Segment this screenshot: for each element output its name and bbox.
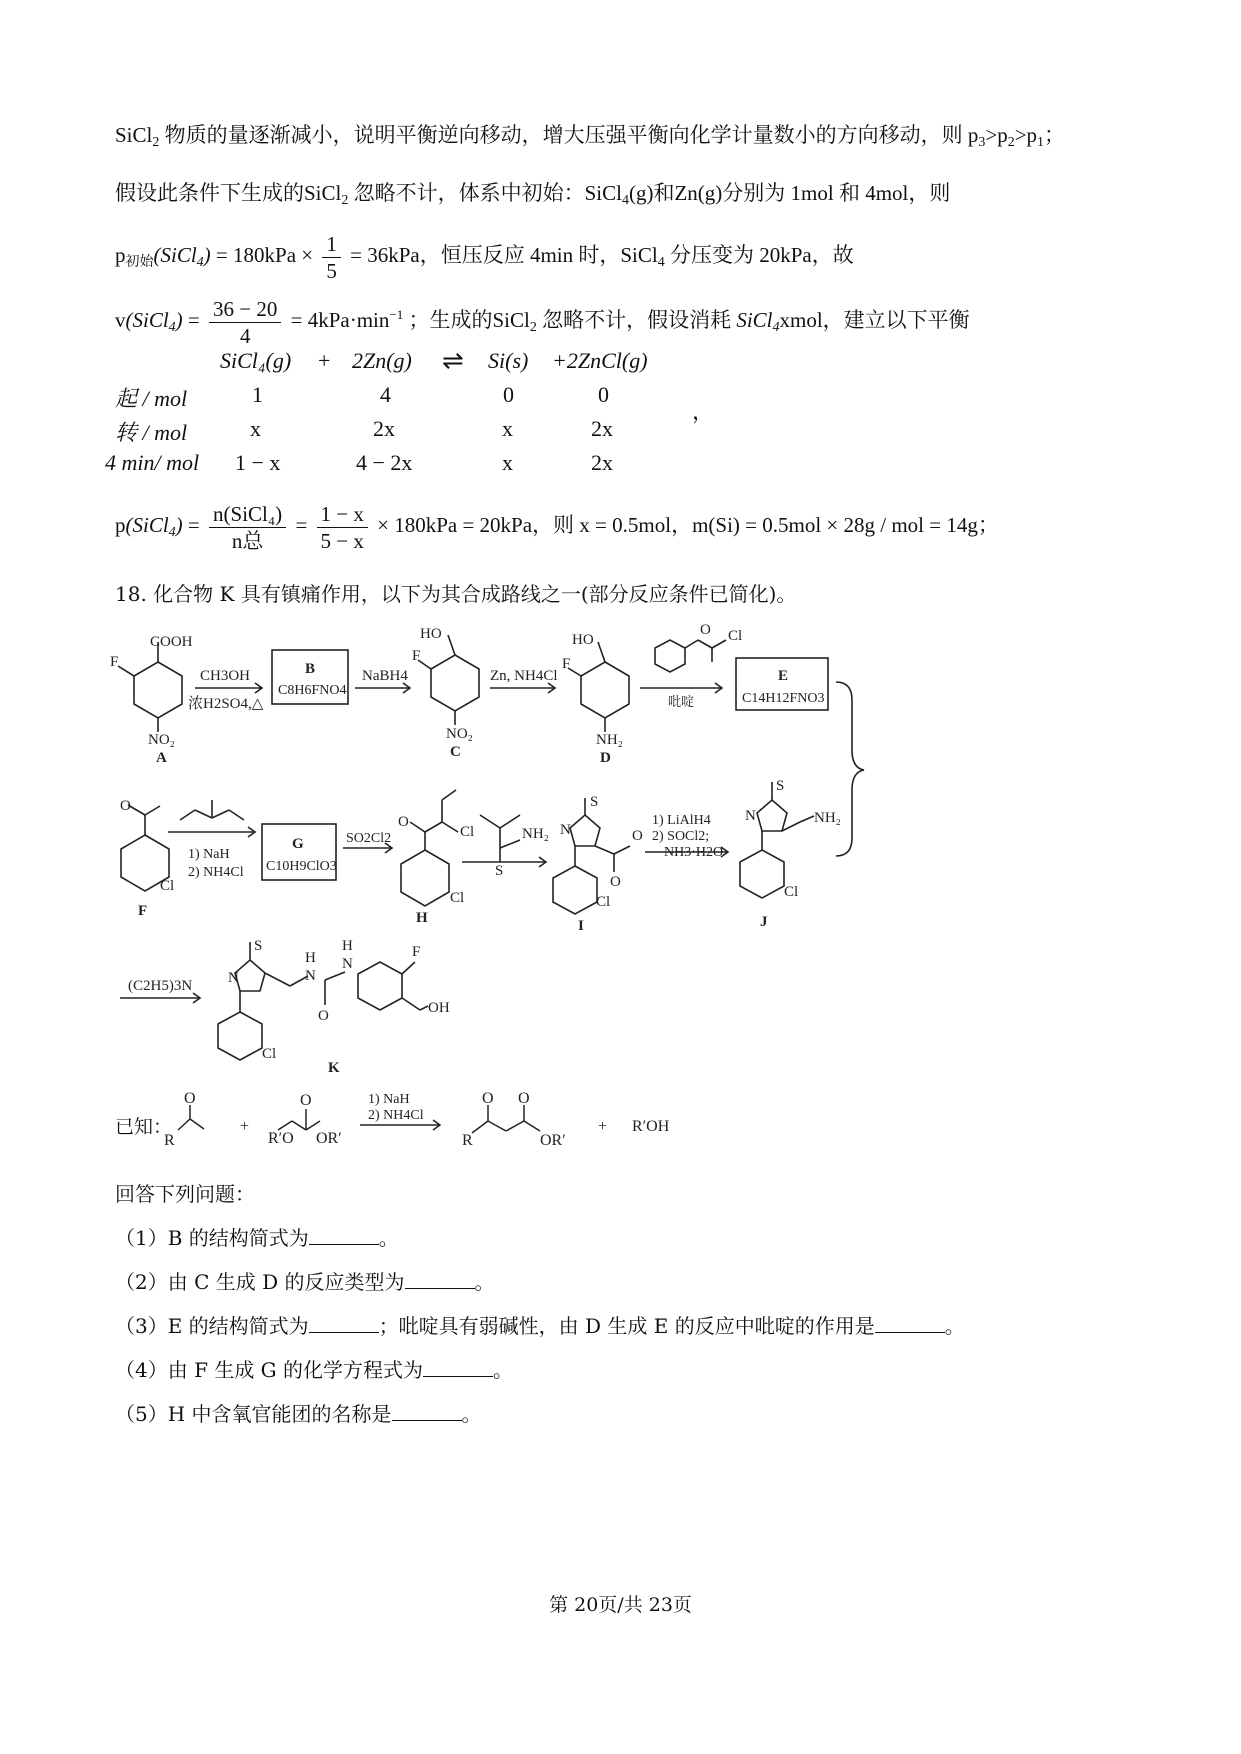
eq-row-label-4min: 4 min/ mol — [105, 450, 200, 475]
solution-line-5: p(SiCl$_4$) = $\frac{\text{n(SiCl₄)}}{\text{n总}}$ = $\frac{1 - x}{5 - x}$ × 180kPa = 20kPa，则 x = 0.5mol，m(Si) = 0.5mol × 28g / mol = 14g； — [115, 501, 999, 553]
eq-cell: 0 — [598, 382, 609, 407]
eq-cell: x — [502, 416, 513, 441]
synthesis-scheme — [0, 610, 1241, 1090]
formula-G: C10H9ClO3 — [266, 859, 337, 874]
formula-B: C8H6FNO4 — [278, 683, 347, 698]
svg-text:OR′: OR′ — [316, 1130, 342, 1147]
svg-text:NO₂: NO₂ — [148, 732, 175, 748]
reagent-ij-3: NH3·H2O — [664, 845, 724, 860]
solution-line-2: 假设此条件下生成的SiCl$_2$ 忽略不计，体系中初始：SiCl$_4$(g)和Zn(g)分别为 1mol 和 4mol，则 — [115, 181, 951, 208]
eq-header-zncl: +2ZnCl(g) — [552, 348, 648, 373]
label-D: D — [600, 750, 611, 766]
svg-text:O: O — [398, 814, 409, 830]
answer-blank[interactable] — [423, 1358, 493, 1377]
label-A: A — [156, 750, 167, 766]
eq-cell: x — [250, 416, 261, 441]
questions-prompt: 回答下列问题： — [115, 1182, 255, 1206]
label-C: C — [450, 744, 461, 760]
svg-text:N: N — [305, 968, 316, 984]
svg-text:O: O — [518, 1090, 530, 1107]
eq-cell: 1 − x — [235, 450, 281, 475]
svg-text:R: R — [164, 1132, 175, 1149]
reagent-ab-2: 浓H2SO4,△ — [188, 696, 264, 712]
answer-blank[interactable] — [309, 1226, 379, 1245]
svg-text:+: + — [598, 1118, 608, 1135]
eq-header-equilibrium-arrow: ⇌ — [442, 346, 464, 375]
svg-text:HO: HO — [420, 626, 442, 642]
known-reaction — [150, 1085, 710, 1155]
solution-line-3: $p_{初始}(SiCl_4) = 180kPa$ × $\frac{1}{5}$ = 36kPa，恒压反应 4min 时，SiCl$_4$ 分压变为 20kPa，故 — [115, 231, 854, 283]
known-reagent-1: 1) NaH — [368, 1092, 410, 1107]
answer-blank[interactable] — [405, 1270, 475, 1289]
svg-text:O: O — [184, 1090, 196, 1107]
svg-text:H: H — [342, 938, 353, 954]
known-reagent-2: 2) NH4Cl — [368, 1108, 424, 1123]
eq-cell: 2x — [591, 450, 613, 475]
eq-cell: 0 — [503, 382, 514, 407]
svg-text:O: O — [120, 798, 131, 814]
svg-text:F: F — [562, 656, 571, 672]
reagent-ij-2: 2) SOCl2; — [652, 829, 710, 844]
svg-text:+: + — [240, 1118, 250, 1135]
svg-text:Cl: Cl — [450, 890, 465, 906]
eq-header-zn: 2Zn(g) — [352, 348, 412, 373]
page-footer: 第 20页/共 23页 — [549, 1594, 692, 1616]
label-B: B — [305, 661, 316, 677]
solution-line-1: SiCl$_2$ 物质的量逐渐减小，说明平衡逆向移动，增大压强平衡向化学计量数小的方向移动，则 $p_3>p_2>p_1$； — [115, 123, 1066, 150]
svg-text:Cl: Cl — [596, 894, 611, 910]
eq-row-label-change: 转 / mol — [115, 420, 188, 445]
reagent-fg-2: 2) NH4Cl — [188, 865, 244, 880]
reagent-ab-1: CH3OH — [200, 668, 251, 684]
svg-text:Cl: Cl — [460, 824, 475, 840]
reagent-jk: (C2H5)3N — [128, 978, 193, 994]
svg-text:O: O — [610, 874, 621, 890]
answer-blank[interactable] — [875, 1314, 945, 1333]
question-2: （2）由 C 生成 D 的反应类型为 。 — [115, 1270, 495, 1294]
svg-text:N: N — [560, 822, 571, 838]
known-product-2: R′OH — [632, 1118, 670, 1135]
svg-text:S: S — [776, 778, 785, 794]
reagent-bc: NaBH4 — [362, 668, 408, 684]
answer-blank[interactable] — [309, 1314, 379, 1333]
eq-cell: 4 − 2x — [356, 450, 413, 475]
answer-blank[interactable] — [392, 1402, 462, 1421]
svg-text:Cl: Cl — [784, 884, 799, 900]
reagent-ij-1: 1) LiAlH4 — [652, 813, 711, 828]
solution-line-4: v(SiCl$_4$) = $\frac{36 - 20}{4}$ = $4kPa\cdot\min^{-1}$ ；生成的SiCl$_2$ 忽略不计，假设消耗 SiCl$_4$xmol，建立以下平衡 — [115, 296, 970, 348]
svg-text:NH₂: NH₂ — [596, 732, 623, 748]
svg-text:OH: OH — [428, 1000, 450, 1016]
label-I: I — [578, 918, 584, 934]
eq-cell: 2x — [373, 416, 395, 441]
svg-text:Cl: Cl — [160, 878, 175, 894]
label-E: E — [778, 668, 789, 684]
eq-comma: ， — [692, 399, 715, 424]
svg-text:N: N — [745, 808, 756, 824]
question-3: （3）E 的结构简式为 ；吡啶具有弱碱性，由 D 生成 E 的反应中吡啶的作用是 。 — [115, 1314, 965, 1338]
svg-text:H: H — [305, 950, 316, 966]
reagent-fg-1: 1) NaH — [188, 847, 230, 862]
svg-text:O: O — [318, 1008, 329, 1024]
svg-text:OR′: OR′ — [540, 1132, 566, 1149]
known-label: 已知： — [115, 1116, 173, 1138]
formula-E: C14H12FNO3 — [742, 691, 825, 706]
question-1: （1）B 的结构简式为 。 — [115, 1226, 399, 1250]
eq-header-si: Si(s) — [488, 348, 529, 373]
svg-text:N: N — [228, 970, 239, 986]
svg-text:F: F — [110, 654, 119, 670]
eq-cell: 4 — [380, 382, 391, 407]
svg-text:O: O — [300, 1092, 312, 1109]
svg-text:N: N — [342, 956, 353, 972]
eq-cell: x — [502, 450, 513, 475]
svg-text:S: S — [254, 938, 263, 954]
question-4: （4）由 F 生成 G 的化学方程式为 。 — [115, 1358, 514, 1382]
svg-text:S: S — [590, 794, 599, 810]
svg-text:HO: HO — [572, 632, 594, 648]
eq-row-label-start: 起 / mol — [115, 386, 188, 411]
reagent-cd: Zn, NH4Cl — [490, 668, 558, 684]
svg-text:O: O — [700, 622, 711, 638]
label-K: K — [328, 1060, 340, 1076]
svg-text:S: S — [495, 863, 504, 879]
eq-cell: 2x — [591, 416, 613, 441]
label-H: H — [416, 910, 428, 926]
svg-text:COOH: COOH — [150, 634, 193, 650]
reagent-gh: SO2Cl2 — [346, 831, 392, 846]
question-18-title: 18. 化合物 K 具有镇痛作用，以下为其合成路线之一(部分反应条件已简化)。 — [115, 582, 797, 606]
svg-text:NO₂: NO₂ — [446, 726, 473, 742]
svg-text:NH₂: NH₂ — [814, 810, 841, 826]
label-G: G — [292, 836, 304, 852]
label-F: F — [138, 903, 148, 919]
svg-text:O: O — [482, 1090, 494, 1107]
svg-text:O: O — [632, 828, 643, 844]
svg-text:R: R — [462, 1132, 473, 1149]
eq-header-plus: + — [318, 348, 331, 373]
eq-header-sicl4: SiCl₄(g) — [220, 348, 292, 373]
reagent-de: 吡啶 — [668, 694, 695, 709]
svg-text:F: F — [412, 648, 421, 664]
svg-text:NH₂: NH₂ — [522, 826, 549, 842]
eq-cell: 1 — [252, 382, 263, 407]
svg-text:R′O: R′O — [268, 1130, 294, 1147]
label-J: J — [760, 914, 768, 930]
svg-text:Cl: Cl — [728, 628, 743, 644]
question-5: （5）H 中含氧官能团的名称是 。 — [115, 1402, 482, 1426]
svg-text:F: F — [412, 944, 421, 960]
svg-text:Cl: Cl — [262, 1046, 277, 1062]
